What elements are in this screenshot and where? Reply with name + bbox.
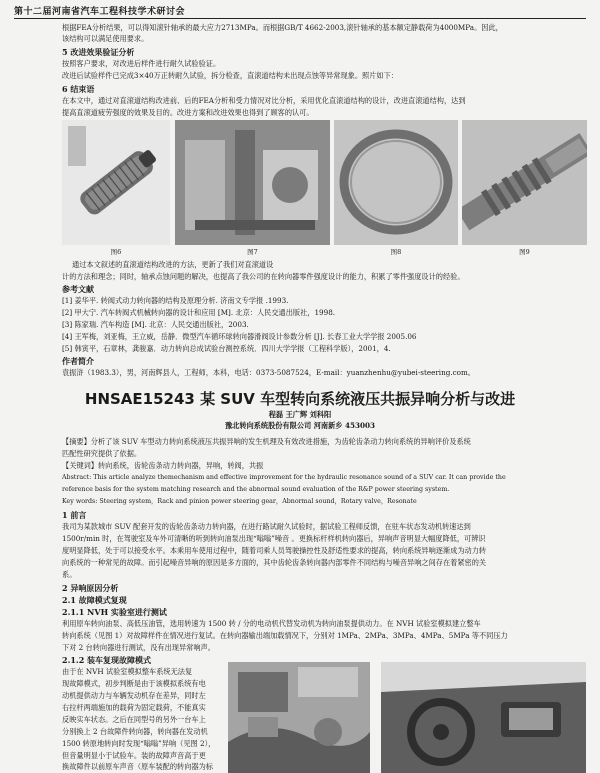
reference-4: [4] 王军梅，刘亚梅，王立威，岳静．微型汽车循环球转向器滑阀设计参数分析 [J]. 长春工业大学学报 2005.06 [62,332,417,341]
section-2-1-1-title: 2.1.1 NVH 实验室进行测试 [62,607,167,617]
figure-car-interior-photo [381,662,586,773]
section-1-line-4: 向系统的一种常见的故障。而引起噪音异响的原因是多方面的，其中齿轮齿条转向器内部零件不同结构与噪音异响之间存在着紧密的关 [62,558,487,567]
abstract-en-line-1: Abstract: This article analyze themechanism and effective improvement for the hydraulic resonance sound of a SUV car. It can provide the [62,474,506,481]
section-2-1-2-line-8: 但音量明显小于试验车。装的故障声音高于更 [62,751,206,760]
figure-9-shaft-photo [462,120,587,245]
section-2-1-2-line-7: 1500 转原地转向时发现“嗡嗡”异响（见图 2）， [62,739,216,748]
section-2-1-1-line-3: 下对 2 台转向器进行测试，没有出现异常响声。 [62,643,215,652]
closing-line-2: 计的方法和理念；同时，轴承点蚀问题的解决，也提高了我公司的在转向器零件强度设计的能力，积累了零件强度设计的经验。 [62,272,465,281]
section-1-line-1: 我司为某款城市 SUV 配套开发的齿轮齿条动力转向器，在进行路试耐久试验时，据试验工程师反馈，在驻车状态发动机转速达到 [62,522,471,531]
section-2-1-title: 2.1 故障模式复现 [62,595,127,605]
figure-8-bearing-ring-photo [334,120,458,245]
section-6-line-2: 提高直滚道疲劳强度的效果及目的。改进方案和改进效果也得到了顾客的认可。 [62,108,314,117]
section-1-line-5: 系。 [62,570,77,579]
section-2-1-2-line-4: 右拉杆两端施加的载荷为固定载荷，不能真实 [62,703,206,712]
section-6-line-1: 在本文中，通过对直滚道结构改进前、后的FEA分析和受力情况对比分析，采用优化直滚道结构的设计，改进直滚道结构，达到 [62,96,466,105]
section-2-1-2-line-2: 现故障模式，初步判断是由于该模拟系统有电 [62,679,206,688]
author-bio-title: 作者简介 [62,356,94,366]
intro-line-1: 根据FEA分析结果，可以得知滚针轴承的最大应力2713MPa。而根据GB/T 4662-2003,滚针轴承的基本额定静载荷为4000MPa。因此， [62,23,503,32]
running-header: 第十二届河南省汽车工程科技学术研讨会 [14,4,586,19]
references-title: 参考文献 [62,284,94,294]
section-2-1-1-line-2: 转向系统（见图 1）对故障样件在情况进行复试。在转向器输出端加载情况下，分别对 1MPa、2MPa、3MPa、4MPa、5MPa 等不同压力 [62,631,508,640]
figure-6-caption: 图6 [110,248,122,256]
figure-6-fea-image [62,120,170,245]
article-title: HNSAE15243 某 SUV 车型转向系统液压共振异响分析与改进 [84,390,516,408]
figure-7-caption: 图7 [247,248,258,256]
section-2-1-1-line-1: 利用原车转向油泵、高低压油管，选用转速为 1500 转 / 分的电动机代替发动机为转向油泵提供动力。在 NVH 试验室模拟建立整车 [62,619,481,628]
keywords-en-line: Key words: Steering system，Rack and pinion power steering gear，Abnormal sound，Rotary valve，Resonate [62,498,417,505]
closing-line-1: 通过本文叙述的直滚道结构改进的方法，更新了我们对直滚道设 [72,260,274,269]
section-1-title: 1 前言 [62,510,87,520]
keywords-line: 【关键词】转向系统，齿轮齿条动力转向器，异响，转阀，共振 [62,461,264,470]
section-2-1-2-line-3: 动机提供动力与车辆发动机存在差异，同时左 [62,691,206,700]
figure-9-caption: 图9 [519,248,530,256]
section-5-title: 5 改进效果验证分析 [62,47,135,57]
abstract-line-1: 【摘要】分析了该 SUV 车型动力转向系统液压共振异响的发生机理及有效改进措施，为齿轮齿条动力转向系统的异响评价及系统 [62,437,471,446]
section-2-title: 2 异响原因分析 [62,583,119,593]
section-1-line-2: 1500r/min 时，在驾驶室及车外可清晰的听到转向油泵出现“嗡嗡”噪音 。更换标杆样机转向器后，异响声音明显大幅度降低，可辨识 [62,534,486,543]
abstract-en-line-2: reference basis for the system matching research and the abnormal sound evaluation of the R&P power steering system. [62,486,450,493]
figure-engine-bay-photo [228,662,370,773]
article-affiliation: 豫北转向系统股份有限公司 河南新乡 453003 [224,421,375,430]
section-2-1-2-title: 2.1.2 装车复现故障模式 [62,655,152,665]
abstract-line-2: 匹配性研究提供了依据。 [62,449,142,458]
section-1-line-3: 度明显降低，处于可以接受水平。本乘用车使用过程中，随着司乘人员驾驶操控性及舒适性要求的提高，转向系统异响逐渐成为动力转 [62,546,487,555]
section-2-1-2-line-9: 换故障件以前原车声音（原车装配的转向器为标 [62,762,213,771]
reference-5: [5] 韩寅平，石章林，龚骏嘉．动力转向总成试验台测控系统．四川大学学报（工程科学版），2001，4. [62,344,391,353]
section-2-1-2-line-6: 分别换上 2 台故障件转向器，转向器在发动机 [62,727,208,736]
section-6-title: 6 结束语 [62,84,95,94]
figure-7-test-rig-photo [175,120,330,245]
reference-2: [2] 甲大宁. 汽车转阀式机械转向器的设计和应用 [M]. 北京：人民交通出版社，1998. [62,308,336,317]
section-2-1-2-line-5: 反映实车状态。之后在同型号的另外一台车上 [62,715,206,724]
section-2-1-2-line-1: 由于在 NVH 试验室模拟整车系统无法复 [62,667,193,676]
author-bio-line: 袁振浒（1983.3），男，河南辉县人，工程师，本科，电话：0373-5087524，E-mail：yuanzhenhu@yubei-steering.com。 [62,368,475,377]
intro-line-2: 该结构可以满足使用要求。 [62,34,149,43]
section-5-line-2: 改进后试验样件已完成3×40万正转耐久试验，拆分检查，直滚道结构未出现点蚀等异常现象。照片如下： [62,71,398,80]
section-5-line-1: 按照客户要求，对改进后样件进行耐久试验验证。 [62,59,221,68]
reference-1: [1] 姜华平. 转阀式动力转向器的结构及原理分析. 济南文专学报 .1993. [62,296,289,305]
figure-8-caption: 图8 [390,248,402,256]
article-authors: 程磊 王广辉 刘科阳 [268,410,332,419]
reference-3: [3] 陈家瑞. 汽车构造 [M]. 北京：人民交通出版社，2003. [62,320,249,329]
